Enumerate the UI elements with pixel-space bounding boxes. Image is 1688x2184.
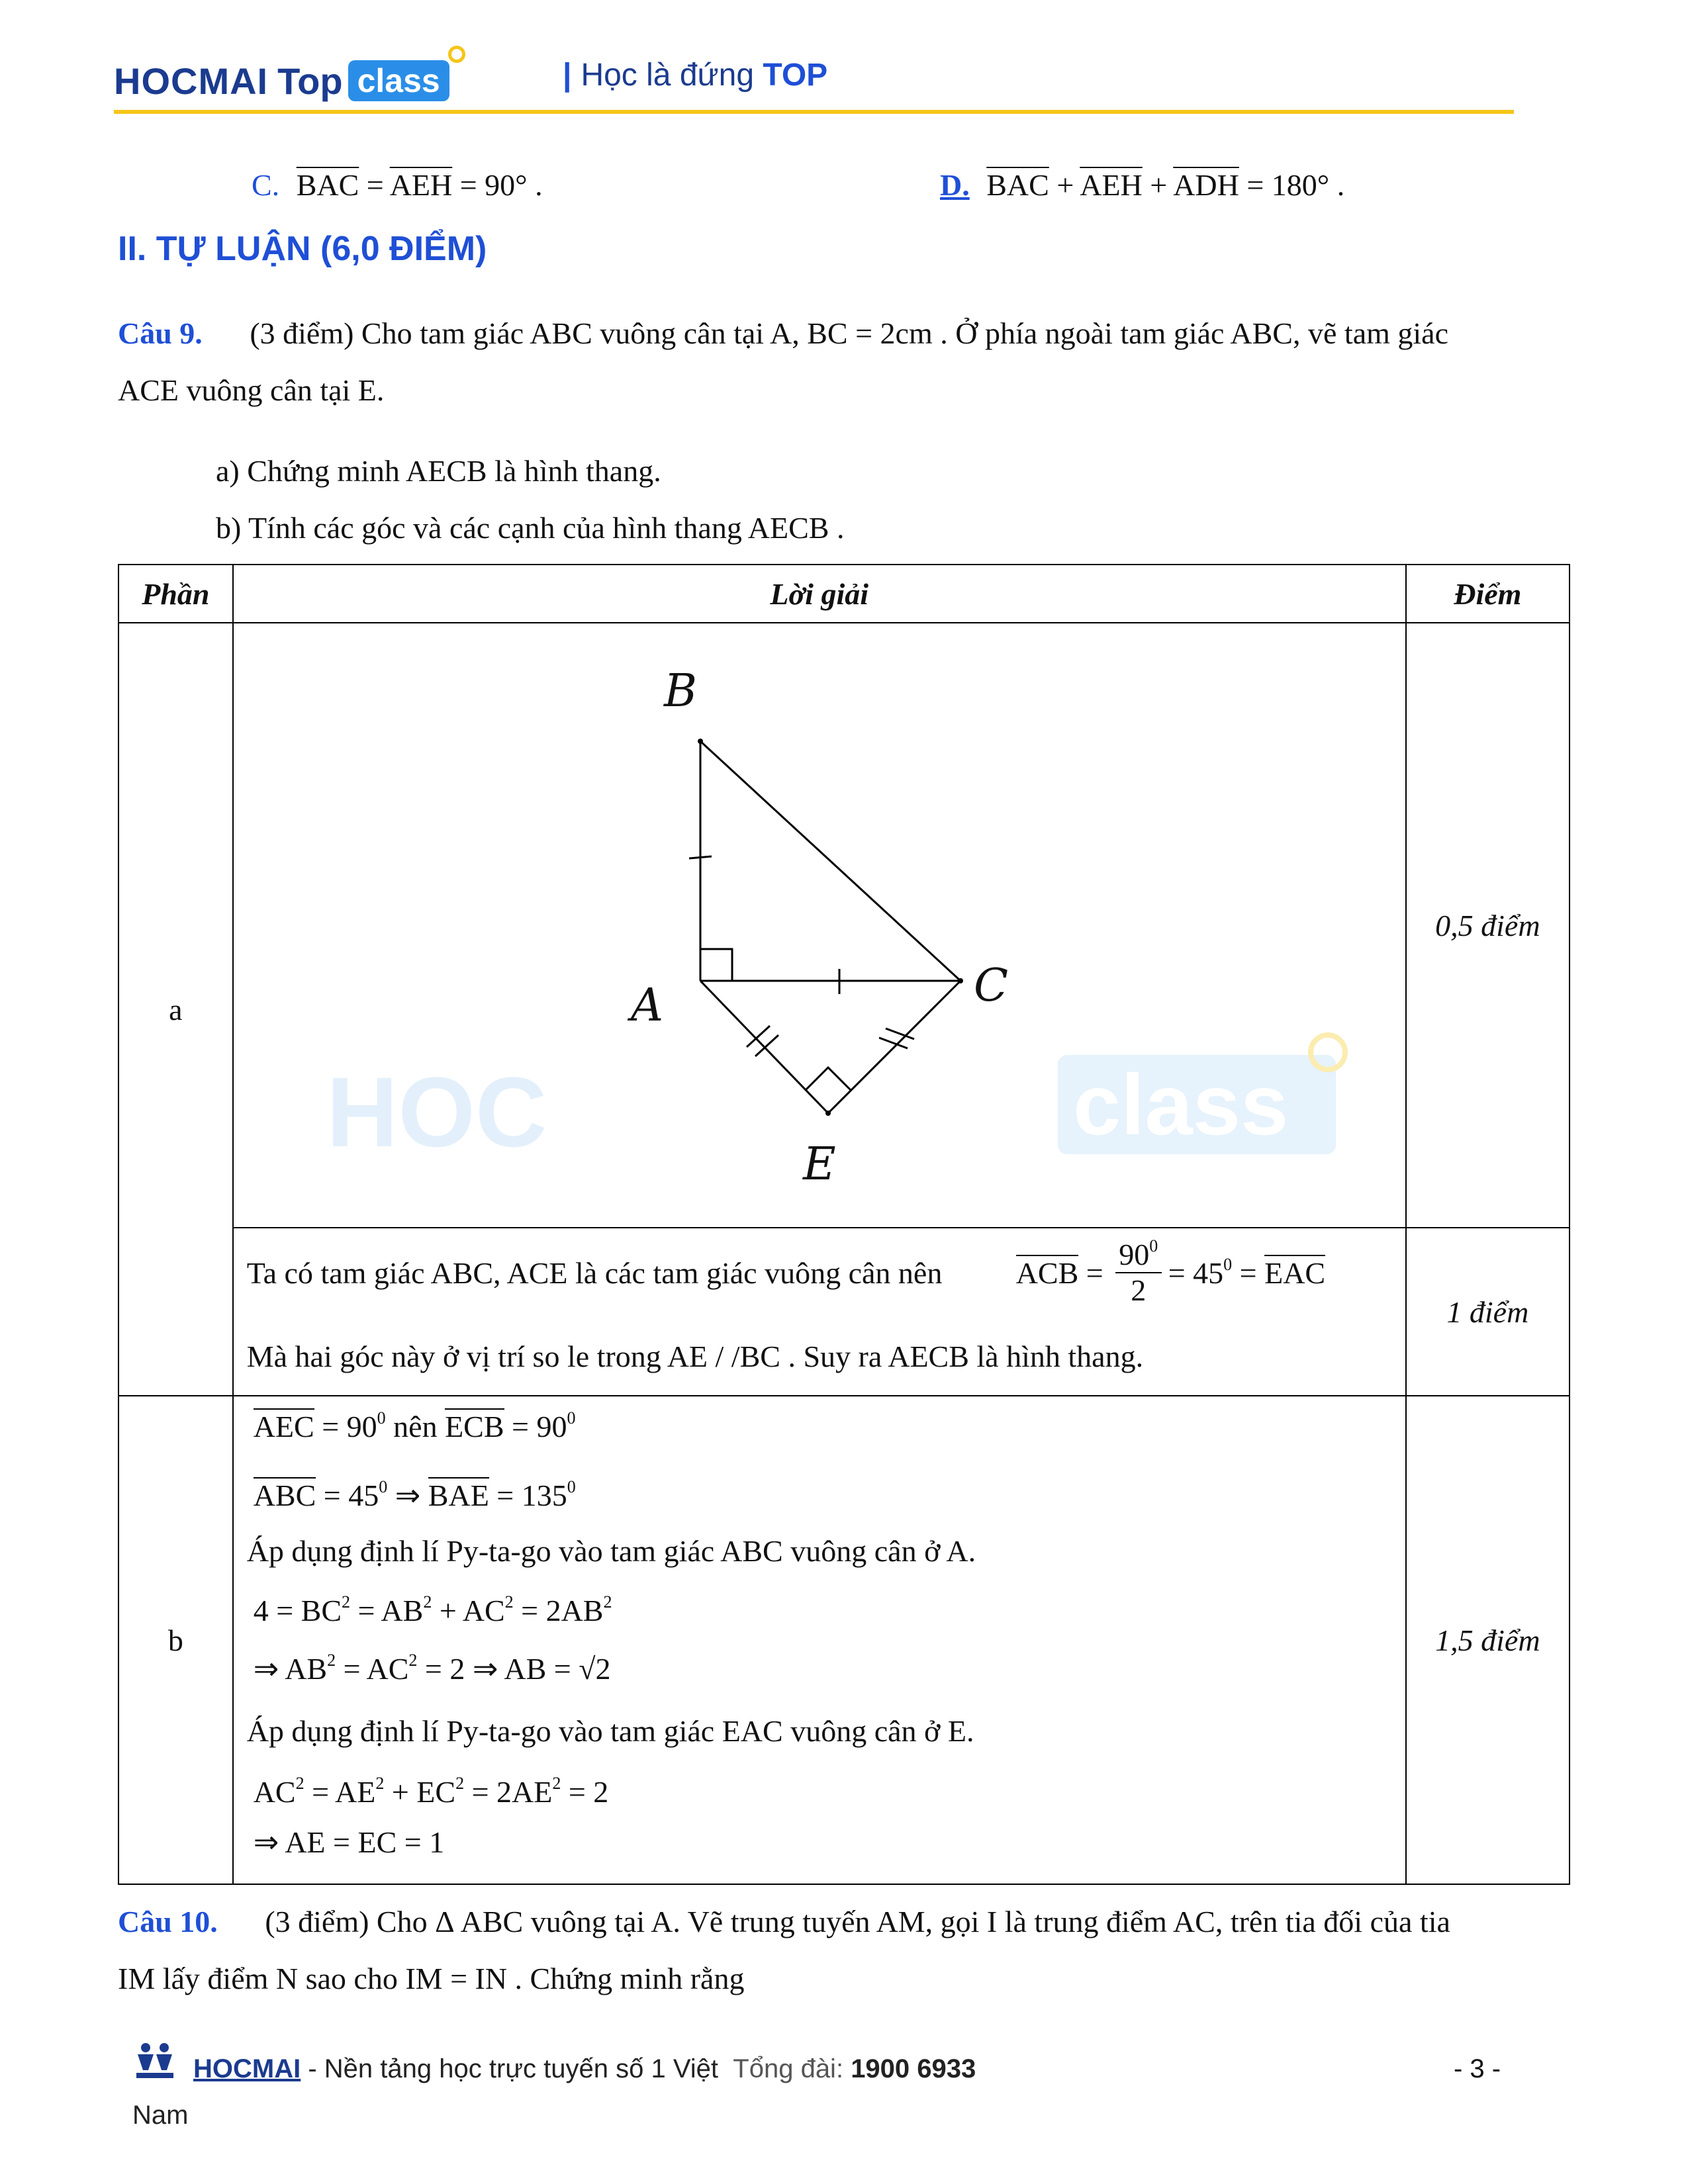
point-e-dot bbox=[825, 1111, 831, 1116]
proof-b-line6: Áp dụng định lí Py-ta-go vào tam giác EAC vuông cân ở E. bbox=[246, 1714, 974, 1748]
sun-icon bbox=[448, 46, 465, 63]
proof-b-line3: Áp dụng định lí Py-ta-go vào tam giác ABC vuông cân ở A. bbox=[246, 1534, 976, 1568]
table-row-b bbox=[118, 1396, 1570, 1884]
proof-a-line1: Ta có tam giác ABC, ACE là các tam giác vuông cân nên bbox=[246, 1256, 943, 1290]
proof-b-line2: ABC = $45^0$ ⇒ BAE = $135^0$ bbox=[253, 1477, 576, 1512]
proof-a-cell bbox=[233, 1228, 1406, 1396]
edge-bc bbox=[700, 741, 961, 981]
right-angle-a bbox=[700, 949, 732, 981]
q9-part-b: b) Tính các góc và các cạnh của hình thang AECB . bbox=[216, 511, 845, 545]
option-d-formula: $\overline{BAC} + \overline{AEH} + \overline{ADH} = 180^\circ$ . bbox=[986, 168, 1345, 202]
proof-a-fraction: $90^0$ 2 bbox=[1115, 1238, 1162, 1308]
q10-text: (3 điểm) Cho Δ ABC vuông tại A. Vẽ trung tuyến AM, gọi I là trung điểm AC, trên tia đối của tia bbox=[265, 1905, 1450, 1938]
proof-a-result: = $45^0$ = EAC bbox=[1168, 1255, 1326, 1290]
q9-part-a: a) Chứng minh AECB là hình thang. bbox=[216, 454, 661, 488]
proof-b-line7: $AC^2 = AE^2 + EC^2 = 2AE^2 = 2$ bbox=[253, 1774, 609, 1809]
proof-a-acb: ACB = bbox=[1015, 1256, 1103, 1290]
header-divider bbox=[114, 110, 1514, 114]
point-b-dot bbox=[698, 739, 703, 744]
watermark-hoc: HOC bbox=[326, 1056, 547, 1167]
section-title: II. TỰ LUẬN (6,0 ĐIỂM) bbox=[118, 230, 487, 268]
page-number: - 3 - bbox=[1454, 2054, 1501, 2083]
header-diem: Điểm bbox=[1406, 565, 1570, 623]
footer-nam: Nam bbox=[132, 2101, 189, 2130]
q9-line2: ACE vuông cân tại E. bbox=[118, 373, 385, 407]
label-e: E bbox=[802, 1138, 836, 1191]
tick-ae-1 bbox=[747, 1026, 770, 1047]
row-a-label: a bbox=[118, 623, 233, 1396]
proof-a-score: 1 điểm bbox=[1406, 1228, 1570, 1396]
figure-score: 0,5 điểm bbox=[1406, 623, 1570, 1228]
option-d: D. $\overline{BAC} + \overline{AEH} + \overline{ADH} = 180^\circ$ . bbox=[940, 168, 1345, 202]
footer-brand-link[interactable]: HOCMAI bbox=[193, 2054, 301, 2083]
tick-ae-2 bbox=[755, 1035, 778, 1056]
proof-b-line1: AEC = $90^0$ nên ECB = $90^0$ bbox=[253, 1408, 576, 1443]
table-header-row bbox=[118, 565, 1570, 623]
right-angle-e bbox=[806, 1068, 851, 1090]
table-row-a-figure bbox=[118, 623, 1570, 1228]
proof-b-cell bbox=[233, 1396, 1406, 1884]
proof-a-line2: Mà hai góc này ở vị trí so le trong AE / /BC . Suy ra AECB là hình thang. bbox=[246, 1340, 1144, 1373]
edge-ce bbox=[828, 981, 961, 1113]
proof-b-line8: ⇒ AE = EC = 1 bbox=[253, 1825, 445, 1859]
proof-b-score: 1,5 điểm bbox=[1406, 1396, 1570, 1884]
point-c-dot bbox=[958, 978, 963, 983]
header-loi-giai: Lời giải bbox=[233, 565, 1406, 623]
label-a: A bbox=[630, 979, 663, 1032]
solution-table bbox=[118, 564, 1570, 1885]
triangle-figure bbox=[234, 623, 1405, 1227]
q10-label: Câu 10. bbox=[118, 1905, 218, 1938]
proof-b-line5: ⇒ $AB^2 = AC^2 = 2$ ⇒ AB = √2 bbox=[253, 1651, 611, 1686]
q9-label: Câu 9. bbox=[118, 316, 203, 350]
proof-b-line4: $4 = BC^2 = AB^2 + AC^2 = 2AB^2$ bbox=[253, 1592, 612, 1627]
tick-ab bbox=[689, 856, 712, 858]
option-c-formula: $\overline{BAC} = \overline{AEH} = 90^\circ$ . bbox=[296, 168, 543, 202]
q10-line2: IM lấy điểm N sao cho IM = IN . Chứng minh rằng bbox=[118, 1962, 745, 1995]
q9-text: (3 điểm) Cho tam giác ABC vuông cân tại A, BC = 2cm . Ở phía ngoài tam giác ABC, vẽ tam giác bbox=[250, 316, 1449, 350]
logo-hocmai: HOCMAI bbox=[114, 60, 269, 102]
row-b-label: b bbox=[118, 1396, 233, 1884]
figure-cell bbox=[233, 623, 1406, 1228]
header-tagline: | Học là đứng TOP bbox=[563, 58, 828, 93]
q9-line1 bbox=[118, 315, 1448, 352]
header-phan: Phần bbox=[118, 565, 233, 623]
label-c: C bbox=[973, 960, 1008, 1012]
logo-class: class bbox=[348, 60, 449, 101]
q10-line1 bbox=[118, 1903, 1450, 1940]
logo-top: Top bbox=[277, 60, 343, 102]
footer-text: HOCMAI - Nền tảng học trực tuyến số 1 Việt Tổng đài: 1900 6933 bbox=[193, 2054, 976, 2083]
label-b: B bbox=[663, 665, 697, 717]
option-c: C. $\overline{BAC} = \overline{AEH} = 90^\circ$ . bbox=[252, 168, 543, 202]
brand-logo bbox=[114, 54, 449, 107]
watermark-class: class bbox=[1072, 1056, 1289, 1153]
table-row-a-proof bbox=[118, 1228, 1570, 1396]
